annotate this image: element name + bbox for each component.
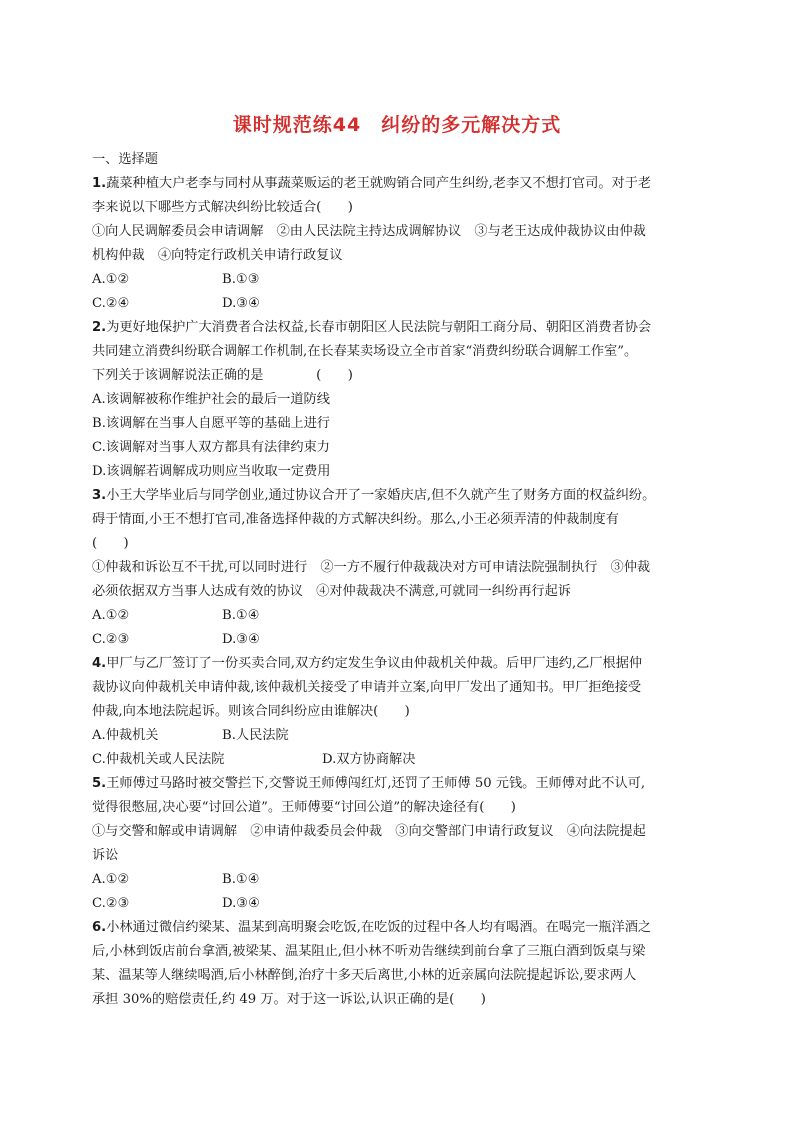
question-text: 承担 30%的赔偿责任,约 49 万。对于这一诉讼,认识正确的是( )	[92, 992, 486, 1007]
answer-blank: ( )	[92, 536, 129, 551]
option-d[interactable]: D.双方协商解决	[322, 752, 416, 767]
statement-text: 必须依据双方当事人达成有效的协议 ④对仲裁裁决不满意,可就同一纠纷再行起诉	[92, 584, 571, 599]
statement-text: 诉讼	[92, 848, 119, 863]
option-b[interactable]: B.①④	[222, 608, 260, 623]
question-text: 小王大学毕业后与同学创业,通过协议合开了一家婚庆店,但不久就产生了财务方面的权益纠纷。	[106, 488, 656, 503]
option-a[interactable]: A.仲裁机关	[92, 728, 159, 743]
option-c[interactable]: C.仲裁机关或人民法院	[92, 752, 225, 767]
question-number: 2.	[92, 320, 107, 335]
option-a[interactable]: A.①②	[92, 872, 130, 887]
question-6	[92, 916, 714, 1012]
question-4	[92, 652, 714, 772]
page-title: 课时规范练44 纠纷的多元解决方式	[232, 114, 562, 136]
question-number: 1.	[92, 176, 107, 191]
question-number: 3.	[92, 488, 107, 503]
statement-text: ①仲裁和诉讼互不干扰,可以同时进行 ②一方不履行仲裁裁决对方可申请法院强制执行 ③仲裁	[92, 560, 651, 575]
question-3	[92, 484, 714, 652]
question-text: 觉得很憋屈,决心要“讨回公道”。王师傅要“讨回公道”的解决途径有( )	[92, 800, 516, 815]
option-a[interactable]: A.①②	[92, 272, 130, 287]
option-b[interactable]: B.①④	[222, 872, 260, 887]
section-heading: 一、选择题	[92, 152, 158, 167]
option-a[interactable]: A.①②	[92, 608, 130, 623]
question-list	[92, 148, 714, 1012]
question-2	[92, 316, 714, 484]
question-text: 仲裁,向本地法院起诉。则该合同纠纷应由谁解决( )	[92, 704, 410, 719]
option-b[interactable]: B.该调解在当事人自愿平等的基础上进行	[92, 416, 331, 431]
question-number: 5.	[92, 776, 107, 791]
option-c[interactable]: C.②③	[92, 896, 130, 911]
option-d[interactable]: D.③④	[222, 296, 260, 311]
option-b[interactable]: B.①③	[222, 272, 260, 287]
option-d[interactable]: D.该调解若调解成功则应当收取一定费用	[92, 464, 331, 479]
question-1	[92, 172, 714, 316]
question-text: 共同建立消费纠纷联合调解工作机制,在长春某卖场设立全市首家“消费纠纷联合调解工作室”。	[92, 344, 638, 359]
question-text: 小林通过微信约梁某、温某到高明聚会吃饭,在吃饭的过程中各人均有喝酒。在喝完一瓶洋酒之	[106, 920, 652, 935]
option-c[interactable]: C.②④	[92, 296, 130, 311]
question-text: 甲厂与乙厂签订了一份买卖合同,双方约定发生争议由仲裁机关仲裁。后甲厂违约,乙厂根据仲	[106, 656, 643, 671]
option-c[interactable]: C.②③	[92, 632, 130, 647]
question-text: 蔬菜种植大户老李与同村从事蔬菜贩运的老王就购销合同产生纠纷,老李又不想打官司。对于老	[106, 176, 652, 191]
question-number: 4.	[92, 656, 107, 671]
question-text: 裁协议向仲裁机关申请仲裁,该仲裁机关接受了申请并立案,向甲厂发出了通知书。甲厂拒绝接受	[92, 680, 642, 695]
question-number: 6.	[92, 920, 107, 935]
question-text: 李来说以下哪些方式解决纠纷比较适合( )	[92, 200, 353, 215]
statement-text: ①与交警和解或申请调解 ②申请仲裁委员会仲裁 ③向交警部门申请行政复议 ④向法院提起	[92, 824, 646, 839]
question-text: 王师傅过马路时被交警拦下,交警说王师傅闯红灯,还罚了王师傅 50 元钱。王师傅对此不认可,	[106, 776, 646, 791]
question-text: 后,小林到饭店前台拿酒,被梁某、温某阻止,但小林不听劝告继续到前台拿了三瓶白酒到饭桌与梁	[92, 944, 646, 959]
option-d[interactable]: D.③④	[222, 896, 260, 911]
option-d[interactable]: D.③④	[222, 632, 260, 647]
question-text: 为更好地保护广大消费者合法权益,长春市朝阳区人民法院与朝阳工商分局、朝阳区消费者协会	[106, 320, 652, 335]
question-5	[92, 772, 714, 916]
option-c[interactable]: C.该调解对当事人双方都具有法律约束力	[92, 440, 330, 455]
question-text: 碍于情面,小王不想打官司,准备选择仲裁的方式解决纠纷。那么,小王必须弄清的仲裁制度有	[92, 512, 619, 527]
question-text: 某、温某等人继续喝酒,后小林醉倒,治疗十多天后离世,小林的近亲属向法院提起诉讼,要求两人	[92, 968, 637, 983]
statement-text: 机构仲裁 ④向特定行政机关申请行政复议	[92, 248, 343, 263]
option-b[interactable]: B.人民法院	[222, 728, 289, 743]
question-text: 下列关于该调解说法正确的是 ( )	[92, 368, 353, 383]
statement-text: ①向人民调解委员会申请调解 ②由人民法院主持达成调解协议 ③与老王达成仲裁协议由仲裁	[92, 224, 646, 239]
option-a[interactable]: A.该调解被称作维护社会的最后一道防线	[92, 392, 330, 407]
